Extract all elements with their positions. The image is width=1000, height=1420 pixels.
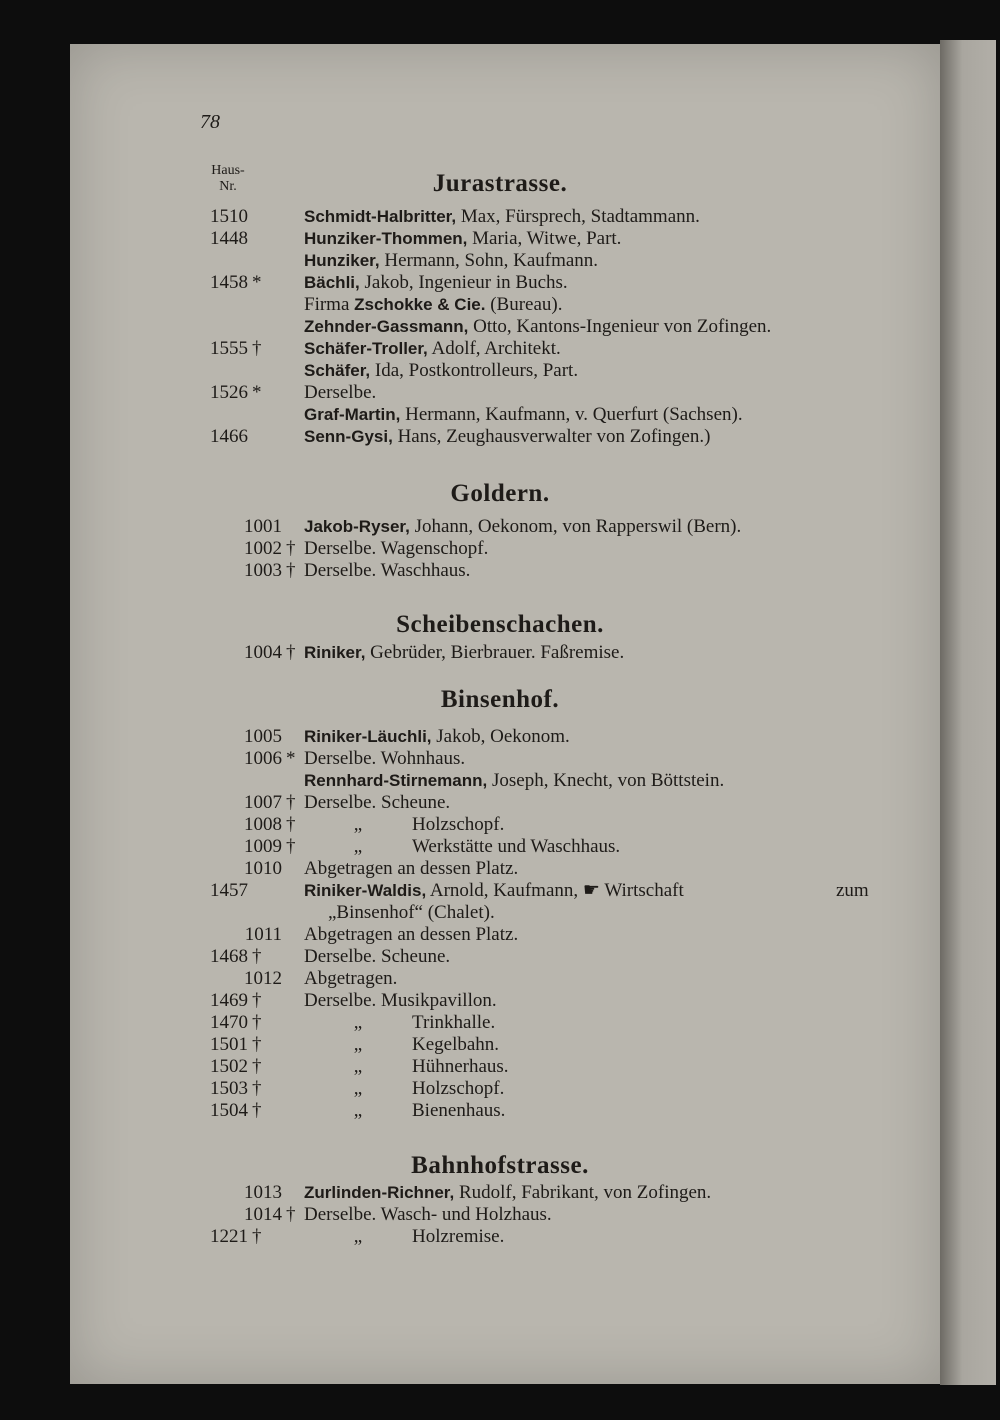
entry-row: [0, 902, 1000, 924]
entry-row: [0, 968, 1000, 990]
entry-row: [0, 1056, 1000, 1078]
house-number: 1001: [244, 516, 282, 537]
entry-text: [304, 294, 563, 316]
dagger-marker: †: [252, 1078, 262, 1099]
house-number: 1008: [244, 814, 282, 835]
house-number: 1468: [210, 946, 248, 967]
entry-row: [0, 1078, 1000, 1100]
page-number: 78: [200, 111, 220, 133]
resident-name: Rennhard-Stirnemann,: [304, 771, 488, 790]
entry-details: Gebrüder, Bierbrauer. Faßremise.: [365, 642, 625, 663]
ditto-mark: „: [353, 1056, 363, 1077]
entry-row: [0, 836, 1000, 858]
entry-details: Abgetragen an dessen Platz.: [304, 858, 519, 879]
dagger-marker: †: [286, 1204, 296, 1225]
entry-text: [304, 836, 620, 858]
resident-name: Jakob-Ryser,: [304, 517, 410, 536]
house-number: 1457: [210, 880, 248, 901]
entry-details: Derselbe. Wasch- und Holzhaus.: [304, 1204, 552, 1225]
ditto-mark: „: [353, 836, 363, 857]
ditto-mark: „: [353, 814, 363, 835]
entry-text: [304, 792, 450, 814]
entry-details: Derselbe. Wagenschopf.: [304, 538, 489, 559]
entry-details: Abgetragen.: [304, 968, 398, 989]
entry-details: Hühnerhaus.: [412, 1056, 509, 1077]
entry-details: „Binsenhof“ (Chalet).: [328, 902, 495, 923]
entry-row: [0, 294, 1000, 316]
entry-text: [304, 814, 504, 836]
entry-row: [0, 206, 1000, 228]
house-number: 1002: [244, 538, 282, 559]
house-number: 1469: [210, 990, 248, 1011]
entry-details: Holzremise.: [412, 1226, 505, 1247]
entry-text: [304, 770, 724, 792]
entry-text: [304, 1100, 505, 1122]
haus-label-line2: Nr.: [219, 179, 237, 194]
entry-text: [304, 946, 450, 968]
entry-details: Adolf, Architekt.: [427, 338, 561, 359]
entry-text: [304, 382, 376, 404]
house-number: 1502: [210, 1056, 248, 1077]
entry-text: [304, 1034, 499, 1056]
dagger-marker: †: [252, 990, 262, 1011]
entry-row: [0, 726, 1000, 748]
entry-text: [304, 880, 684, 902]
entry-details: Hans, Zeughausverwalter von Zofingen.): [392, 426, 711, 447]
entry-details: Derselbe. Waschhaus.: [304, 560, 471, 581]
entry-row: [0, 1100, 1000, 1122]
entry-text: [304, 1226, 504, 1248]
entry-text: [304, 250, 598, 272]
entry-details: Bienenhaus.: [412, 1100, 506, 1121]
entry-row: [0, 858, 1000, 880]
dagger-marker: †: [252, 1100, 262, 1121]
house-number: 1221: [210, 1226, 248, 1247]
entry-text: [304, 968, 397, 990]
entry-text: [304, 360, 578, 382]
entry-row: [0, 272, 1000, 294]
house-number: 1013: [244, 1182, 282, 1203]
entry-text: [304, 990, 497, 1012]
entry-row: [0, 880, 1000, 902]
ditto-mark: „: [353, 1034, 363, 1055]
entry-details: Arnold, Kaufmann, ☛ Wirtschaft: [426, 880, 684, 901]
entry-text: [328, 902, 495, 924]
dagger-marker: †: [286, 814, 296, 835]
ditto-mark: „: [353, 1078, 363, 1099]
entry-details: Derselbe. Scheune.: [304, 792, 451, 813]
entry-text: [304, 858, 518, 880]
entry-row: [0, 792, 1000, 814]
entry-details: Otto, Kantons-Ingenieur von Zofingen.: [468, 316, 772, 337]
resident-name: Hunziker,: [304, 251, 380, 270]
entry-details: Holzschopf.: [412, 814, 505, 835]
entry-prefix: Firma: [304, 294, 355, 315]
resident-name: Schmidt-Halbritter,: [304, 207, 457, 226]
entry-row: [0, 404, 1000, 426]
section-title: Jurastrasse.: [432, 170, 568, 197]
entry-row: [0, 516, 1000, 538]
entry-details: Hermann, Kaufmann, v. Querfurt (Sachsen).: [400, 404, 743, 425]
entry-text: [304, 1056, 509, 1078]
entry-details: Trinkhalle.: [412, 1012, 496, 1033]
entry-text: [304, 338, 561, 360]
dagger-marker: †: [252, 946, 262, 967]
entry-text: [304, 1182, 711, 1204]
entry-text: [304, 726, 570, 748]
entry-row: [0, 1034, 1000, 1056]
haus-label-line1: Haus-: [211, 163, 245, 178]
entry-details: (Bureau).: [485, 294, 563, 315]
entry-row: [0, 538, 1000, 560]
dagger-marker: †: [286, 538, 296, 559]
entry-row: [0, 228, 1000, 250]
entry-details: Abgetragen an dessen Platz.: [304, 924, 519, 945]
entry-text: [304, 748, 465, 770]
asterisk-marker: *: [286, 748, 296, 769]
entry-details: Hermann, Sohn, Kaufmann.: [379, 250, 599, 271]
resident-name: Senn-Gysi,: [304, 427, 393, 446]
resident-name: Schäfer,: [304, 361, 371, 380]
house-number: 1009: [244, 836, 282, 857]
house-number: 1012: [244, 968, 282, 989]
entry-text: [304, 426, 710, 448]
house-number: 1510: [210, 206, 248, 227]
entry-row: [0, 814, 1000, 836]
entry-details: Johann, Oekonom, von Rapperswil (Bern).: [409, 516, 742, 537]
ditto-mark: „: [353, 1100, 363, 1121]
entry-details: Derselbe. Wohnhaus.: [304, 748, 466, 769]
entry-text: [304, 1012, 495, 1034]
dagger-marker: †: [252, 338, 262, 359]
entry-text: [304, 228, 621, 250]
entry-text: [304, 404, 743, 426]
ditto-mark: „: [353, 1012, 363, 1033]
house-number: 1470: [210, 1012, 248, 1033]
entry-text: [304, 316, 771, 338]
entry-row: [0, 360, 1000, 382]
dagger-marker: †: [286, 792, 296, 813]
house-number: 1555: [210, 338, 248, 359]
entry-details: Rudolf, Fabrikant, von Zofingen.: [454, 1182, 712, 1203]
house-number: 1004: [244, 642, 282, 663]
resident-name: Zehnder-Gassmann,: [304, 317, 469, 336]
house-number: 1005: [244, 726, 282, 747]
entry-text: [304, 516, 741, 538]
entry-row: [0, 338, 1000, 360]
entry-continuation: zum: [836, 880, 869, 901]
entry-details: Werkstätte und Waschhaus.: [412, 836, 621, 857]
resident-name: Zschokke & Cie.: [354, 295, 486, 314]
house-number: 1458: [210, 272, 248, 293]
entry-row: [0, 1226, 1000, 1248]
dagger-marker: †: [252, 1034, 262, 1055]
house-number: 1014: [244, 1204, 282, 1225]
resident-name: Hunziker-Thommen,: [304, 229, 468, 248]
entry-details: Ida, Postkontrolleurs, Part.: [370, 360, 579, 381]
entry-details: Derselbe. Scheune.: [304, 946, 451, 967]
house-number: 1526: [210, 382, 248, 403]
section-title: Bahnhofstrasse.: [411, 1152, 589, 1179]
entry-details: Derselbe.: [304, 382, 377, 403]
entry-row: [0, 770, 1000, 792]
entry-row: [0, 1012, 1000, 1034]
house-number: 1011: [244, 924, 282, 945]
section-title: Scheibenschachen.: [396, 611, 604, 638]
entry-details: Derselbe. Musikpavillon.: [304, 990, 497, 1011]
entry-details: Jakob, Ingenieur in Buchs.: [359, 272, 568, 293]
entry-row: [0, 382, 1000, 404]
entry-row: [0, 946, 1000, 968]
resident-name: Graf-Martin,: [304, 405, 401, 424]
entry-text: [304, 1078, 504, 1100]
entry-row: [0, 1182, 1000, 1204]
house-number: 1504: [210, 1100, 248, 1121]
entry-details: Kegelbahn.: [412, 1034, 500, 1055]
entry-row: [0, 924, 1000, 946]
house-number: 1466: [210, 426, 248, 447]
entry-row: [0, 560, 1000, 582]
asterisk-marker: *: [252, 382, 262, 403]
entry-row: [0, 990, 1000, 1012]
resident-name: Zurlinden-Richner,: [304, 1183, 455, 1202]
entry-row: [0, 426, 1000, 448]
house-number: 1003: [244, 560, 282, 581]
entry-text: [304, 642, 624, 664]
entry-row: [0, 250, 1000, 272]
entry-details: Max, Fürsprech, Stadtammann.: [456, 206, 700, 227]
resident-name: Riniker,: [304, 643, 366, 662]
house-number: 1007: [244, 792, 282, 813]
section-title: Goldern.: [450, 480, 550, 507]
house-number: 1503: [210, 1078, 248, 1099]
entry-text: [304, 1204, 552, 1226]
dagger-marker: †: [252, 1012, 262, 1033]
house-number: 1006: [244, 748, 282, 769]
dagger-marker: †: [252, 1056, 262, 1077]
entry-details: Maria, Witwe, Part.: [467, 228, 622, 249]
resident-name: Riniker-Läuchli,: [304, 727, 432, 746]
entry-text: [304, 924, 518, 946]
entry-details: Jakob, Oekonom.: [431, 726, 570, 747]
house-number: 1010: [244, 858, 282, 879]
asterisk-marker: *: [252, 272, 262, 293]
entry-row: [0, 316, 1000, 338]
house-number: 1448: [210, 228, 248, 249]
entry-text: [304, 206, 700, 228]
dagger-marker: †: [286, 836, 296, 857]
entry-text: [304, 560, 470, 582]
entry-row: [0, 748, 1000, 770]
resident-name: Schäfer-Troller,: [304, 339, 428, 358]
entry-details: Holzschopf.: [412, 1078, 505, 1099]
resident-name: Riniker-Waldis,: [304, 881, 427, 900]
dagger-marker: †: [252, 1226, 262, 1247]
resident-name: Bächli,: [304, 273, 360, 292]
dagger-marker: †: [286, 560, 296, 581]
entry-row: [0, 642, 1000, 664]
dagger-marker: †: [286, 642, 296, 663]
entry-text: [304, 538, 488, 560]
ditto-mark: „: [353, 1226, 363, 1247]
section-title: Binsenhof.: [440, 686, 560, 713]
entry-details: Joseph, Knecht, von Böttstein.: [487, 770, 725, 791]
entry-text: [304, 272, 568, 294]
entry-row: [0, 1204, 1000, 1226]
house-number: 1501: [210, 1034, 248, 1055]
